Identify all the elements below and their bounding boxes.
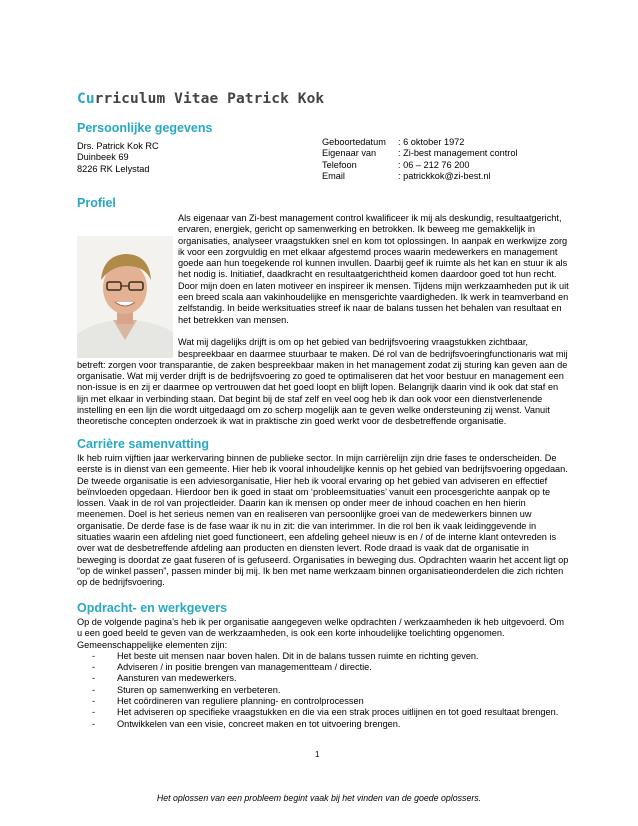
dash-bullet-icon: - [92, 650, 96, 661]
portrait-photo-icon [77, 236, 173, 358]
profile-paragraph: Wat mij dagelijks drijft is om op het gebied van bedrijfsvoering vraagstukken zichtbaar, bespreekbaar en daarmee stuurbaar te maken. Dé rol van de bedrijfsvoeringfunctionaris wat mij betreft: zorgen voor transparantie, de zaken bespreekbaar maken in het management zodat zij sturing kan geven aan de organisatie. Wat mij verder drijft is de bedrijfsvoering zo goed te optimaliseren dat het voor bestuur en management een non-issue is en zij er daarmee op vertrouwen dat het goed loopt en blijft lopen. Belangrijk daarin vind ik ook dat staf en lijn met elkaar in verbinding staan. Dat begint bij de staf zelf en veel oog heb ik dan ook voor een dienstverlenende instelling en een lijn die wordt uitgedaagd om zo scherp mogelijk aan te geven welke ondersteuning zij wenst. Vanuit theoretische concepten onderzoek ik wat in praktische zin goed werkt voor de desbetreffende organisatie. [77, 337, 568, 427]
list-item [77, 673, 569, 684]
list-item [77, 651, 569, 662]
contact-value: : 6 oktober 1972 [398, 137, 465, 147]
contact-row [322, 171, 562, 182]
dash-bullet-icon: - [92, 718, 96, 729]
page-title [77, 91, 324, 107]
contact-value email-link[interactable]: : patrickkok@zi-best.nl [398, 170, 491, 181]
list-item [77, 719, 569, 730]
list-item [77, 696, 569, 707]
assignments-list [77, 651, 569, 730]
list-item-text: Aansturen van medewerkers. [117, 673, 237, 684]
contact-label: Telefoon [322, 159, 357, 170]
address-line: Drs. Patrick Kok RC [77, 141, 159, 151]
dash-bullet-icon: - [92, 662, 96, 673]
contact-value: : Zi-best management control [398, 148, 518, 159]
list-item-text: Ontwikkelen van een visie, concreet maken en tot uitvoering brengen. [117, 718, 401, 729]
contact-label: Email [322, 170, 345, 181]
address-block [77, 141, 307, 175]
dash-bullet-icon: - [92, 696, 96, 707]
address-line: 8226 RK Lelystad [77, 163, 150, 174]
section-heading-personal: Persoonlijke gegevens [77, 121, 213, 135]
section-heading-profile: Profiel [77, 196, 116, 210]
section-heading-assignments: Opdracht- en werkgevers [77, 601, 228, 615]
portrait-photo [77, 236, 173, 358]
contact-label: Eigenaar van [322, 148, 377, 159]
assignments-intro: Op de volgende pagina’s heb ik per organisatie aangegeven welke opdrachten / werkzaamheden ik heb uitgevoerd. Om u een goed beeld te geven van de werkzaamheden, is ook een korte inhoudelijke toelichting opgenomen. Gemeenschappelijke elementen zijn: [77, 617, 565, 650]
career-text: Ik heb ruim vijftien jaar werkervaring binnen de publieke sector. In mijn carrièrelijn zijn drie fases te onderscheiden. De eerste is in dienst van een gemeente. Hier heb ik vooral inhoudelijke kennis op het gebied van bedrijfsvoering opgedaan. De tweede organisatie is een adviesorganisatie, Hier heb ik vooral ervaring op het gebied van adviseren en effectief beïnvloeden opgedaan. Hierdoor ben ik goed in staat om ‘probleemsituaties’ vanuit een procesgerichte aanpak op te lossen. Vaak in de rol van projectleider. Daarin kan ik mensen op onder meer de inhoud coachen en hen hierin meenemen. Doel is het serieus nemen van en realiseren van persoonlijke groei van de medewerkers binnen uw organisatie. De derde fase is de fase waar ik nu in zit: die van interimmer. In die rol ben ik vaak leidinggevende in situaties waarin een afdeling niet goed functioneert, een afdeling geheel nieuw is en / of de interne klant ontevreden is over wat de desbetreffende afdeling aan producten en diensten levert. Rode draad is vaak dat de organisatie in beweging is doordat ze gaat fuseren of is gefuseerd. Organisaties in beweging dus. Opdrachten waarin het accent ligt op “op de winkel passen”, passen minder bij mij. Ik ben met name werkzaam binnen organisatieonderdelen die zich richten op de bedrijfsvoering. [77, 453, 569, 588]
title-accent: Cu [77, 91, 95, 107]
title-rest: rriculum Vitae Patrick Kok [94, 91, 325, 107]
contact-row [322, 160, 562, 171]
list-item [77, 707, 569, 718]
list-item-text: Het coördineren van reguliere planning- en controlprocessen [117, 696, 364, 707]
list-item [77, 685, 569, 696]
list-item-text: Het adviseren op specifieke vraagstukken en die via een strak proces uitlijnen en tot goed resultaat brengen. [117, 707, 559, 718]
contact-row [322, 137, 562, 148]
profile-text [77, 213, 569, 428]
contact-value: : 06 – 212 76 200 [398, 159, 470, 170]
section-heading-career: Carrière samenvatting [77, 437, 210, 451]
dash-bullet-icon: - [92, 707, 96, 718]
contact-label: Geboortedatum [322, 137, 386, 147]
footer-slogan: Het oplossen van een probleem begint vaak bij het vinden van de goede oplossers. [156, 793, 482, 803]
dash-bullet-icon: - [92, 673, 96, 684]
contact-block [322, 137, 562, 182]
dash-bullet-icon: - [92, 684, 96, 695]
profile-paragraph: Als eigenaar van Zi-best management control kwalificeer ik mij als deskundig, resultaatgericht, ervaren, energiek, gericht op samenwerking en betrokken. Ik beweeg me gemakkelijk in organisaties, analyseer vraagstukken snel en kom tot oplossingen. In aanpak en werkwijze zorg ik voor een zorgvuldig en met elkaar afgestemd proces waarin medewerkers en management goede aan hun toegekende rol kunnen invullen. Daarbij geef ik ruimte als het kan en stuur ik als het nodig is. Initiatief, daadkracht en resultaatgerichtheid komen daardoor goed tot hun recht. Door mijn doen en laten motiveer en inspireer ik mensen. Tijdens mijn werkzaamheden put ik uit een breed scala aan vakinhoudelijke en mensgerichte vaardigheden. Ik werk in teamverband en zelfstandig. In beide werksituaties streef ik naar de balans tussen het behalen van resultaat en het betrekken van mensen. [178, 213, 569, 325]
list-item-text: Sturen op samenwerking en verbeteren. [117, 684, 281, 695]
contact-row [322, 148, 562, 159]
list-item [77, 662, 569, 673]
list-item-text: Het beste uit mensen naar boven halen. Dit in de balans tussen ruimte en richting geven. [117, 650, 479, 661]
list-item-text: Adviseren / in positie brengen van managementteam / directie. [117, 662, 372, 673]
assignments-block [77, 617, 569, 730]
address-line: Duinbeek 69 [77, 152, 129, 163]
page-number: 1 [315, 750, 320, 759]
